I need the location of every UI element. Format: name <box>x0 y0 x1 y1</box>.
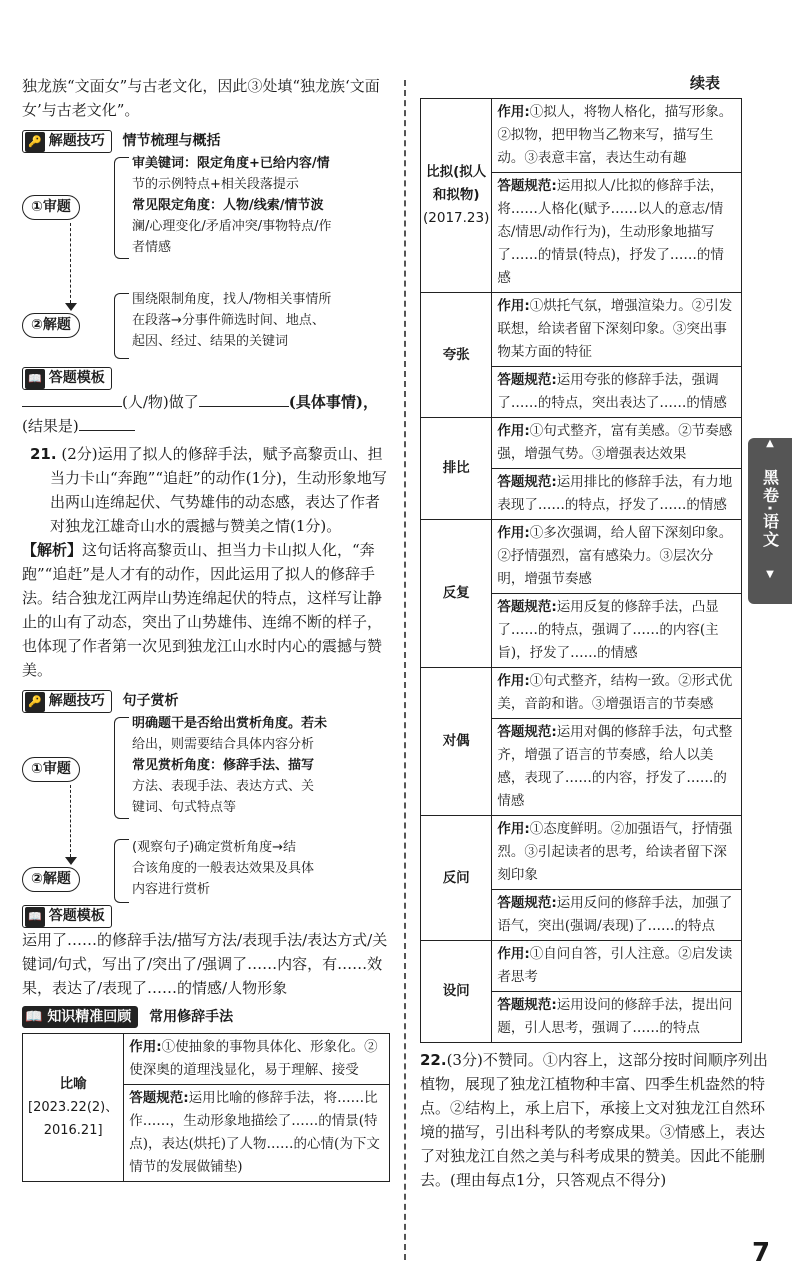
question-number: 21. <box>30 445 57 463</box>
bracket <box>114 717 129 819</box>
answer-template-2 <box>22 903 390 928</box>
column-divider <box>404 80 406 1260</box>
rhetoric-name-cell: 比拟(拟人和拟物) (2017.23) <box>421 99 492 293</box>
arrow-down-icon <box>65 303 77 311</box>
step-solve-label: ②解题 <box>22 867 80 892</box>
rhetoric-name-cell: 反问 <box>421 816 492 941</box>
question-number: 22. <box>420 1051 447 1069</box>
rhetoric-name-cell: 夸张 <box>421 293 492 418</box>
effect-cell: 作用:①自问自答，引人注意。②启发读者思考 <box>492 941 742 992</box>
norm-cell: 答题规范:运用拟人/比拟的修辞手法，将……人格化(赋予……以人的意志/情态/情思/动作行为)，生动形象地描写了……的情景(特点)，抒发了……的情感 <box>492 173 742 293</box>
tip-sentence-appreciation <box>22 688 390 713</box>
page-number: 7 <box>752 1238 771 1268</box>
question-22 <box>420 1048 768 1192</box>
tip-tag: 🔑 解题技巧 <box>22 690 112 713</box>
answer-template-1 <box>22 365 390 390</box>
flowchart-sentence <box>22 713 390 903</box>
right-column <box>420 98 742 1043</box>
tip-tag: 🔑 解题技巧 <box>22 130 112 153</box>
norm-cell: 答题规范:运用比喻的修辞手法，将……比作……，生动形象地描绘了……的情景(特点)，表达(烘托)了人物……的心情(为下文情节的发展做铺垫) <box>124 1085 390 1182</box>
tip-title: 句子赏析 <box>122 693 179 709</box>
flow-arrow <box>70 223 71 303</box>
norm-cell: 答题规范:运用排比的修辞手法，有力地表现了……的特点，抒发了……的情感 <box>492 469 742 520</box>
effect-cell: 作用:①句式整齐，结构一致。②形式优美，音韵和谐。③增强语言的节奏感 <box>492 668 742 719</box>
effect-cell: 作用:①使抽象的事物具体化、形象化。②使深奥的道理浅显化，易于理解、接受 <box>124 1034 390 1085</box>
tip-plot-summary <box>22 128 390 153</box>
flowchart-plot <box>22 153 390 361</box>
flow-arrow <box>70 785 71 857</box>
book-icon: 📖 <box>25 1009 43 1025</box>
norm-cell: 答题规范:运用夸张的修辞手法，强调了……的特点，突出表达了……的情感 <box>492 367 742 418</box>
key-icon: 🔑 <box>25 692 45 712</box>
template-2-text: 运用了……的修辞手法/描写方法/表现手法/表达方式/关键词/句式，写出了/突出了/强调了……内容，有……效果，表达了/表现了……的情感/人物形象 <box>22 931 388 997</box>
step-solve-text: (观察句子)确定赏析角度→结 合该角度的一般表达效果及具体 内容进行赏析 <box>132 840 315 897</box>
effect-cell: 作用:①多次强调，给人留下深刻印象。②抒情强烈，富有感染力。③层次分明，增强节奏感 <box>492 520 742 594</box>
template-tag: 📖 答题模板 <box>22 367 112 390</box>
step-review-label: ①审题 <box>22 757 80 782</box>
knowledge-tag: 📖 知识精准回顾 <box>22 1006 138 1028</box>
left-column <box>22 74 390 1182</box>
arrow-down-icon <box>65 857 77 865</box>
triangle-up-icon: ▲ <box>766 438 774 449</box>
question-21-analysis: 【解析】这句话将高黎贡山、担当力卡山拟人化，“奔跑”“追赶”是人才有的动作，因此运用了拟人的修辞手法。结合独龙江两岸山势连绵起伏的特点，这样写让静止的山有了动态，突出了山势雄伟、连绵不断的样子，也体现了作者第一次见到独龙江山水时内心的震撼与赞美。 <box>22 541 383 679</box>
continued-label: 续表 <box>690 74 721 92</box>
step-review-label: ①审题 <box>22 195 80 220</box>
rhetoric-name-cell: 比喻 [2023.22(2)、2016.21] <box>23 1034 124 1182</box>
bracket <box>114 157 129 259</box>
norm-cell: 答题规范:运用反问的修辞手法，加强了语气，突出(强调/表现)了……的特点 <box>492 890 742 941</box>
step-review-text: 明确题干是否给出赏析角度。若未 给出，则需要结合具体内容分析 常见赏析角度：修辞手法、描写 方法、表现手法、表达方式、关 键词、句式特点等 <box>132 716 328 815</box>
knowledge-title: 常用修辞手法 <box>149 1009 234 1025</box>
rhetoric-name-cell: 反复 <box>421 520 492 668</box>
knowledge-review <box>22 1004 390 1029</box>
bracket <box>114 839 129 903</box>
effect-cell: 作用:①态度鲜明。②加强语气，抒情强烈。③引起读者的思考，给读者留下深刻印象 <box>492 816 742 890</box>
rhetoric-name-cell: 对偶 <box>421 668 492 816</box>
rhetoric-table-continued <box>420 98 742 1043</box>
effect-cell: 作用:①拟人，将物人格化，描写形象。②拟物，把甲物当乙物来写，描写生动。③表意丰富，表达生动有趣 <box>492 99 742 173</box>
norm-cell: 答题规范:运用对偶的修辞手法，句式整齐，增强了语言的节奏感，给人以美感，表现了……的内容，抒发了……的情感 <box>492 719 742 816</box>
tip-title: 情节梳理与概括 <box>122 133 221 149</box>
effect-cell: 作用:①句式整齐，富有美感。②节奏感强，增强气势。③增强表达效果 <box>492 418 742 469</box>
step-solve-text: 围绕限制角度，找人/物相关事情所 在段落→分事件筛选时间、地点、 起因、经过、结果的关键词 <box>132 292 332 349</box>
subject-side-tab: ▲ 黑卷·语文 ▼ <box>748 438 792 604</box>
rhetoric-table-metaphor <box>22 1033 390 1182</box>
question-22-answer: (3分)不赞同。①内容上，这部分按时间顺序列出植物，展现了独龙江植物种丰富、四季生机盎然的特点。②结构上，承上启下，承接上文对独龙江自然环境的描写，引出科考队的考察成果。③情感上，表达了对独龙江自然之美与科考成果的赞美。因此不能删去。(理由每点1分，只答观点不得分) <box>420 1051 768 1189</box>
template-1-line1: (人/物)做了 (具体事情)， <box>22 390 390 414</box>
intro-text: 独龙族“文面女”与古老文化，因此③处填“独龙族‘文面女’与古老文化”。 <box>22 77 380 119</box>
step-solve-label: ②解题 <box>22 313 80 338</box>
effect-cell: 作用:①烘托气氛，增强渲染力。②引发联想，给读者留下深刻印象。③突出事物某方面的特征 <box>492 293 742 367</box>
rhetoric-name-cell: 设问 <box>421 941 492 1043</box>
rhetoric-name-cell: 排比 <box>421 418 492 520</box>
bracket <box>114 293 129 359</box>
step-review-text: 审美键词：限定角度+已给内容/情 节的示例特点+相关段落提示 常见限定角度：人物/线索/情节波 澜/心理变化/矛盾冲突/事物特点/作 者情感 <box>132 156 332 255</box>
template-tag: 📖 答题模板 <box>22 905 112 928</box>
question-21-answer: 21. (2分)运用了拟人的修辞手法，赋予高黎贡山、担当力卡山“奔跑”“追赶”的动作(1分)，生动形象地写出两山连绵起伏、气势雄伟的动态感，表达了作者对独龙江雄奇山水的震撼与赞美之情(1分)。 <box>30 445 387 535</box>
key-icon: 🔑 <box>25 132 45 152</box>
template-1-line2: (结果是) <box>22 414 390 438</box>
norm-cell: 答题规范:运用反复的修辞手法，凸显了……的特点，强调了……的内容(主旨)，抒发了……的情感 <box>492 594 742 668</box>
norm-cell: 答题规范:运用设问的修辞手法，提出问题，引人思考，强调了……的特点 <box>492 992 742 1043</box>
book-icon: 📖 <box>25 907 45 927</box>
book-icon: 📖 <box>25 369 45 389</box>
triangle-down-icon: ▼ <box>766 569 774 581</box>
